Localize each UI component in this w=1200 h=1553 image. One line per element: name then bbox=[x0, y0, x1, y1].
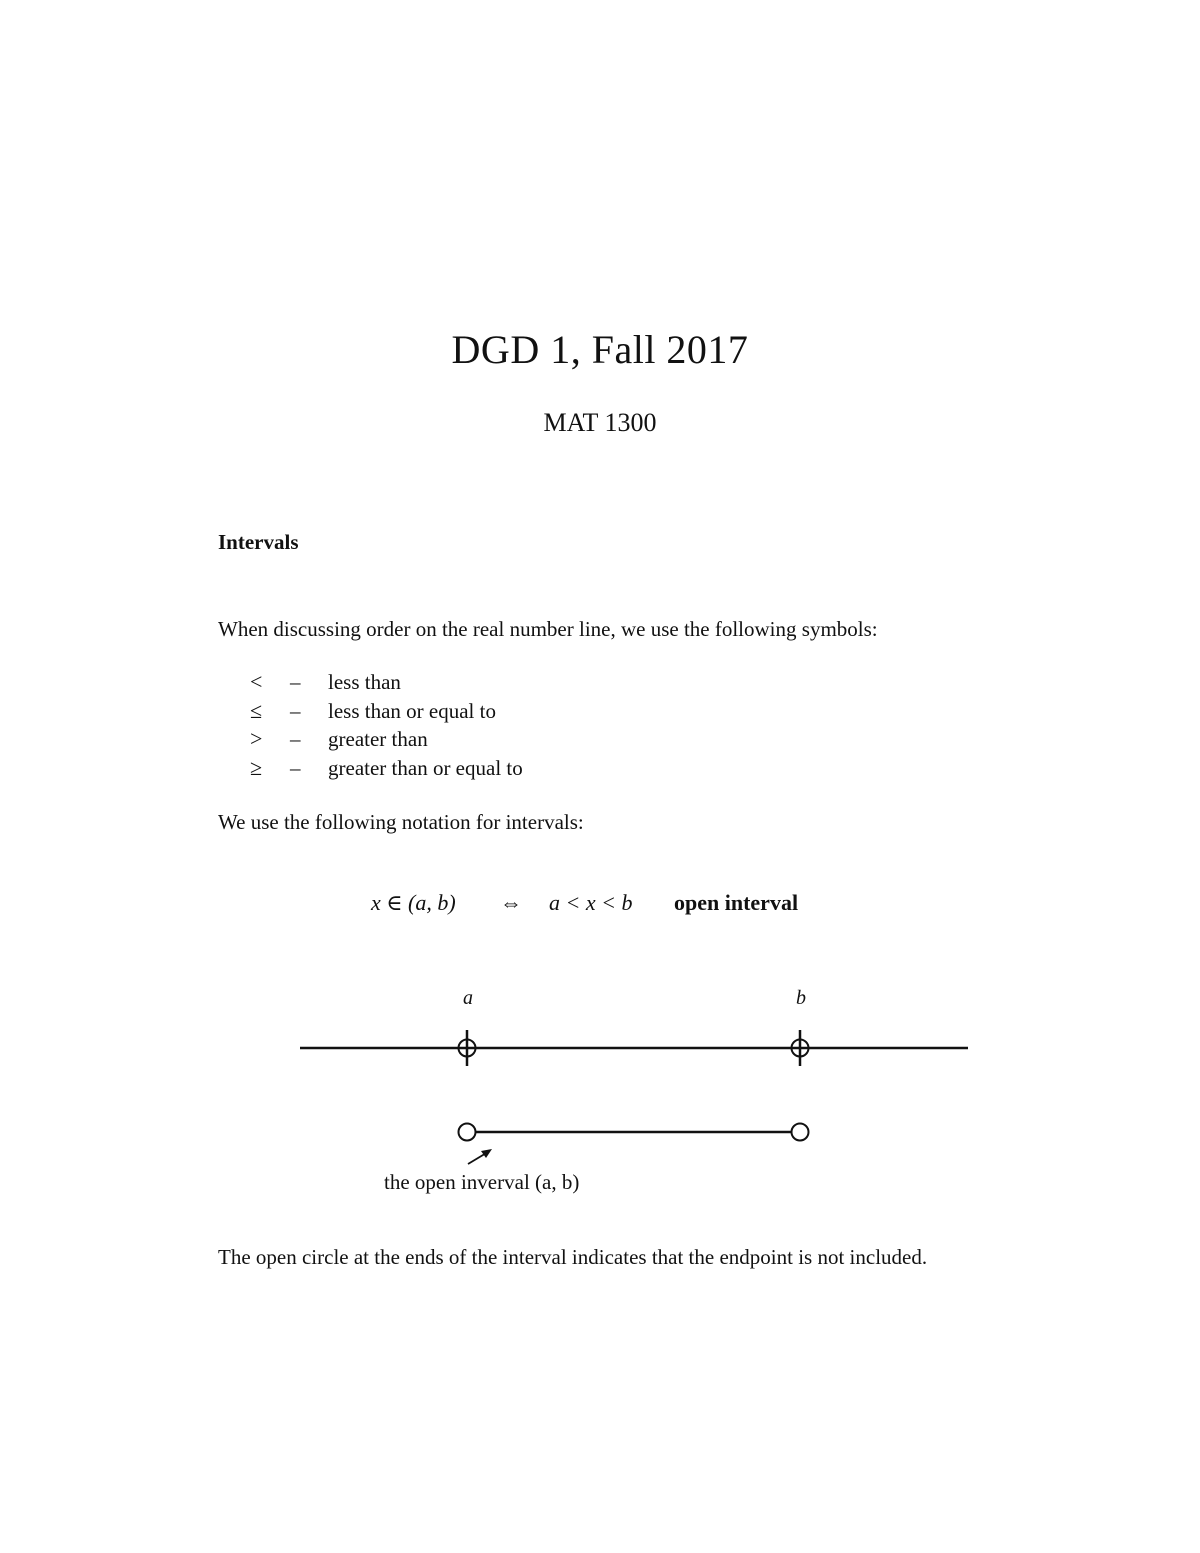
symbol-meaning: less than or equal to bbox=[328, 698, 496, 723]
symbol-less-than: < bbox=[250, 669, 263, 694]
label-b: b bbox=[796, 987, 806, 1009]
course-code: MAT 1300 bbox=[543, 408, 657, 437]
formula-equivalence: ⇔ bbox=[500, 890, 522, 915]
symbol-dash: – bbox=[290, 727, 301, 751]
pointer-arrow-head bbox=[481, 1149, 492, 1158]
notation-paragraph: We use the following notation for intervals: bbox=[218, 810, 584, 834]
section-heading-intervals: Intervals bbox=[218, 530, 299, 554]
symbol-greater-than: > bbox=[250, 726, 263, 751]
formula-inequality: a < x < b bbox=[549, 890, 633, 915]
open-circle-a bbox=[459, 1124, 476, 1141]
symbol-greater-equal: ≥ bbox=[250, 754, 263, 780]
symbol-less-equal: ≤ bbox=[250, 697, 263, 723]
label-a: a bbox=[463, 987, 473, 1009]
symbol-dash: – bbox=[290, 698, 301, 723]
formula-name: open interval bbox=[674, 890, 799, 915]
symbol-meaning: greater than or equal to bbox=[328, 755, 523, 780]
formula-membership: x ∈ (a, b) bbox=[371, 890, 456, 915]
symbol-meaning: less than bbox=[328, 670, 401, 694]
intro-paragraph: When discussing order on the real number line, we use the following symbols: bbox=[218, 617, 878, 641]
symbol-meaning: greater than bbox=[328, 727, 428, 751]
symbol-dash: – bbox=[290, 670, 301, 694]
diagram-caption: the open inverval (a, b) bbox=[384, 1170, 580, 1194]
page-title: DGD 1, Fall 2017 bbox=[451, 327, 749, 372]
closing-paragraph: The open circle at the ends of the interval indicates that the endpoint is not included. bbox=[218, 1245, 928, 1269]
open-circle-b bbox=[792, 1124, 809, 1141]
symbol-dash: – bbox=[290, 755, 301, 780]
